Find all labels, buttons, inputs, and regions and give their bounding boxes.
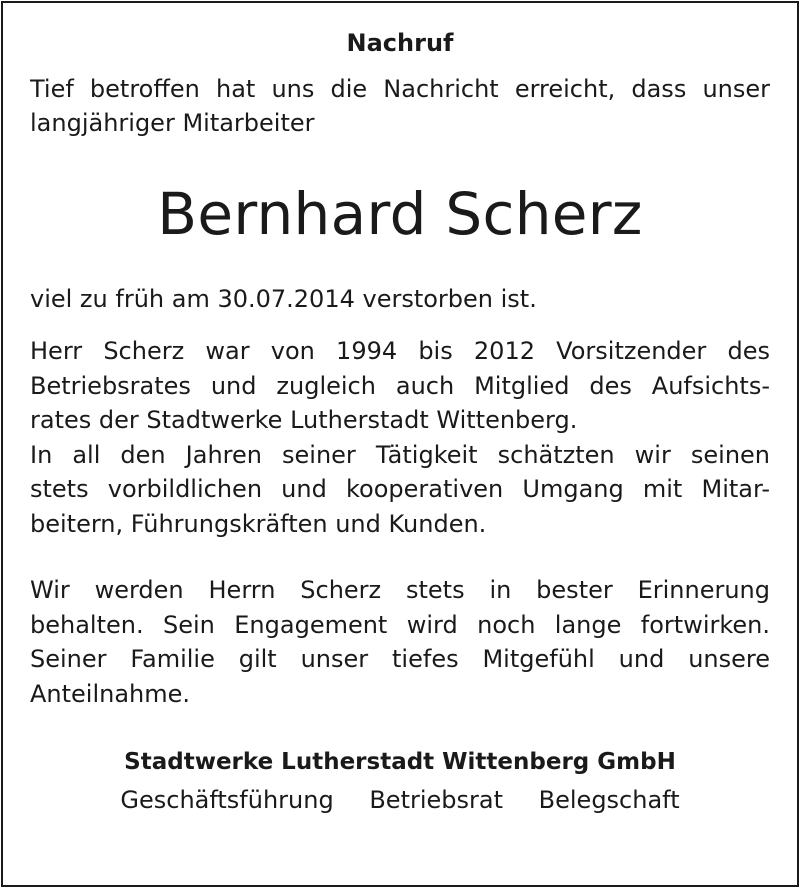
- paragraph-line: Anteilnahme.: [30, 679, 191, 708]
- paragraph-line: rates der Stadtwerke Lutherstadt Wittenberg.: [30, 406, 578, 434]
- paragraph-line: behalten. Sein Engagement wird noch lange fortwirken.: [30, 610, 770, 639]
- paragraph-line: stets vorbildlichen und kooperativen Umgang mit Mitar-: [30, 475, 770, 503]
- obituary-notice: [30, 26, 770, 817]
- company-name: Stadtwerke Lutherstadt Wittenberg GmbH: [124, 749, 676, 775]
- department-management: Geschäftsführung: [120, 786, 334, 814]
- intro-line: langjähriger Mitarbeiter: [30, 109, 315, 137]
- intro-line: Tief betroffen hat uns die Nachricht erreicht, dass unser: [30, 75, 770, 103]
- intro-text: [30, 72, 770, 140]
- tribute-paragraph: [30, 334, 770, 541]
- department-works-council: Betriebsrat: [369, 786, 504, 814]
- paragraph-line: Wir werden Herrn Scherz stets in bester Erinnerung: [30, 576, 770, 604]
- date-sentence: viel zu früh am 30.07.2014 verstorben ist.: [30, 285, 537, 313]
- department-list: [30, 783, 770, 817]
- paragraph-line: Seiner Familie gilt unser tiefes Mitgefühl und unsere: [30, 645, 770, 673]
- department-staff: Belegschaft: [538, 786, 680, 814]
- remembrance-paragraph: [30, 573, 770, 711]
- paragraph-line: beitern, Führungskräften und Kunden.: [30, 509, 487, 538]
- paragraph-line: Herr Scherz war von 1994 bis 2012 Vorsitzender des: [30, 337, 770, 365]
- notice-heading: Nachruf: [346, 29, 454, 57]
- paragraph-line: Betriebsrates und zugleich auch Mitglied des Aufsichts-: [30, 371, 770, 400]
- deceased-name: Bernhard Scherz: [157, 180, 643, 248]
- signature-block: [30, 745, 770, 817]
- paragraph-line: In all den Jahren seiner Tätigkeit schätzten wir seinen: [30, 440, 770, 469]
